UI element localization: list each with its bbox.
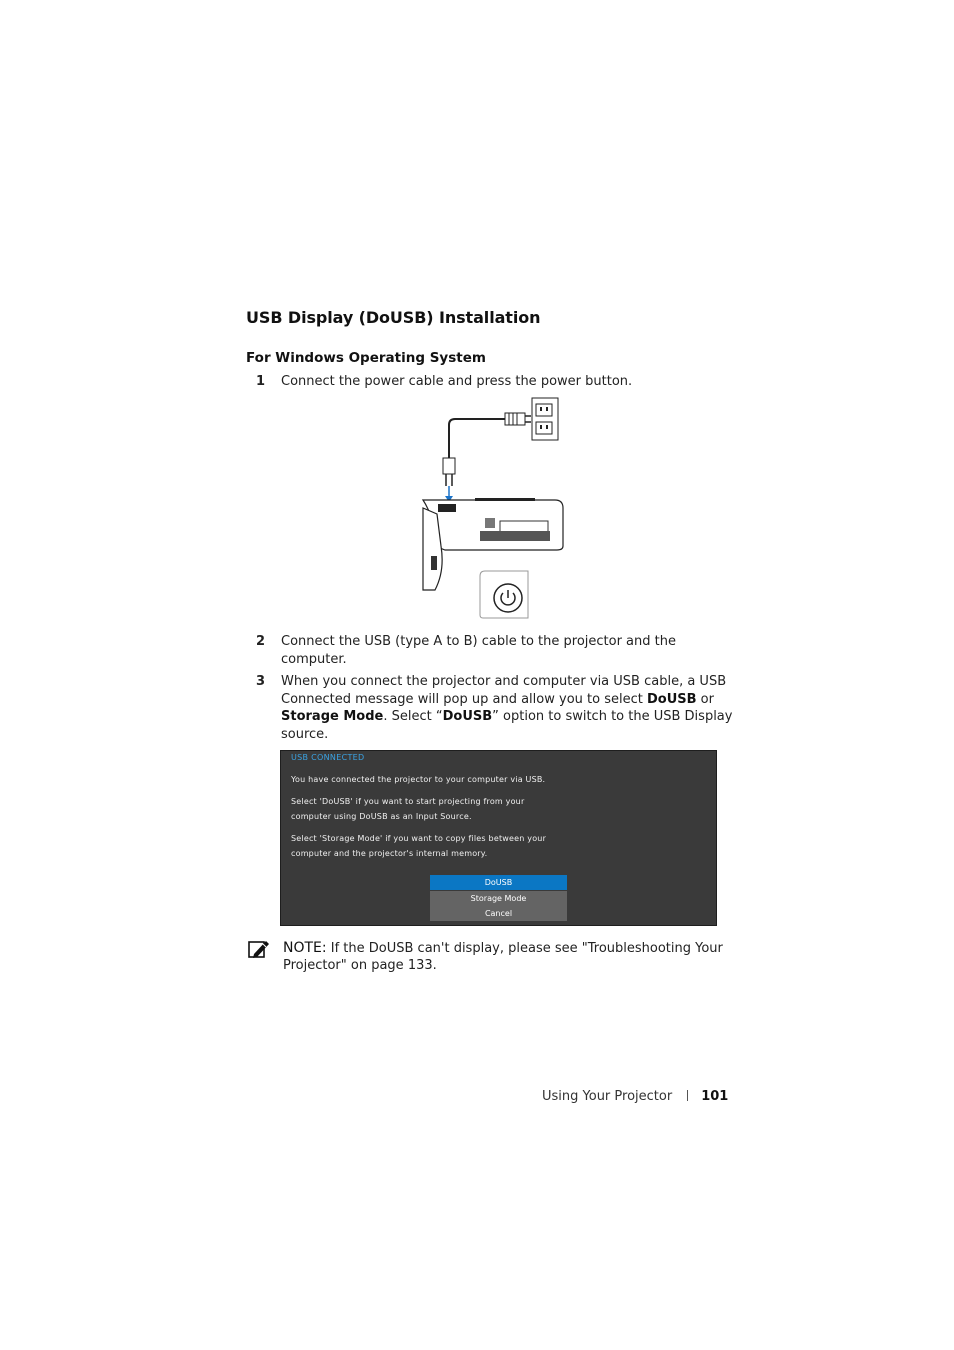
step-text: When you connect the projector and computer via USB cable, a USB Connected message will pop up and allow you to select DoUSB or Storage Mode. Select “DoUSB” option to switch to the USB Display source.: [281, 674, 733, 742]
dialog-message: You have connected the projector to your computer via USB.: [291, 775, 546, 784]
dialog-message: computer using DoUSB as an Input Source.: [291, 812, 472, 821]
subsection-title: For Windows Operating System: [246, 350, 486, 366]
step-text: Connect the USB (type A to B) cable to the projector and the computer.: [281, 634, 676, 667]
power-connection-illustration: [405, 396, 565, 626]
dousb-option-button[interactable]: DoUSB: [430, 875, 567, 890]
pencil-note-icon: [248, 938, 270, 960]
step-text: Connect the power cable and press the power button.: [281, 374, 633, 389]
footer-divider: [687, 1090, 688, 1101]
page-number: 101: [701, 1089, 729, 1104]
step-number: 2: [256, 634, 266, 649]
step-number: 3: [256, 674, 266, 689]
storage-mode-option-button[interactable]: Storage Mode: [430, 891, 567, 906]
usb-connected-dialog: [280, 750, 717, 926]
power-plug-icon: [505, 413, 531, 425]
page-footer: [542, 1089, 728, 1104]
note-label: NOTE:: [283, 940, 327, 956]
wall-outlet-icon: [532, 398, 558, 440]
cancel-option-button[interactable]: Cancel: [430, 906, 567, 921]
note-text: NOTE: If the DoUSB can't display, please see "Troubleshooting Your Projector" on page 133.: [283, 940, 723, 973]
dialog-message: Select 'Storage Mode' if you want to copy files between your: [291, 834, 547, 843]
section-title: USB Display (DoUSB) Installation: [246, 308, 541, 327]
step-number: 1: [256, 374, 266, 389]
power-button-callout: [480, 571, 528, 618]
chapter-name: Using Your Projector: [542, 1089, 673, 1104]
dialog-message: computer and the projector's internal memory.: [291, 849, 488, 858]
dialog-title: USB CONNECTED: [291, 753, 365, 762]
dialog-message: Select 'DoUSB' if you want to start projecting from your: [291, 797, 525, 806]
